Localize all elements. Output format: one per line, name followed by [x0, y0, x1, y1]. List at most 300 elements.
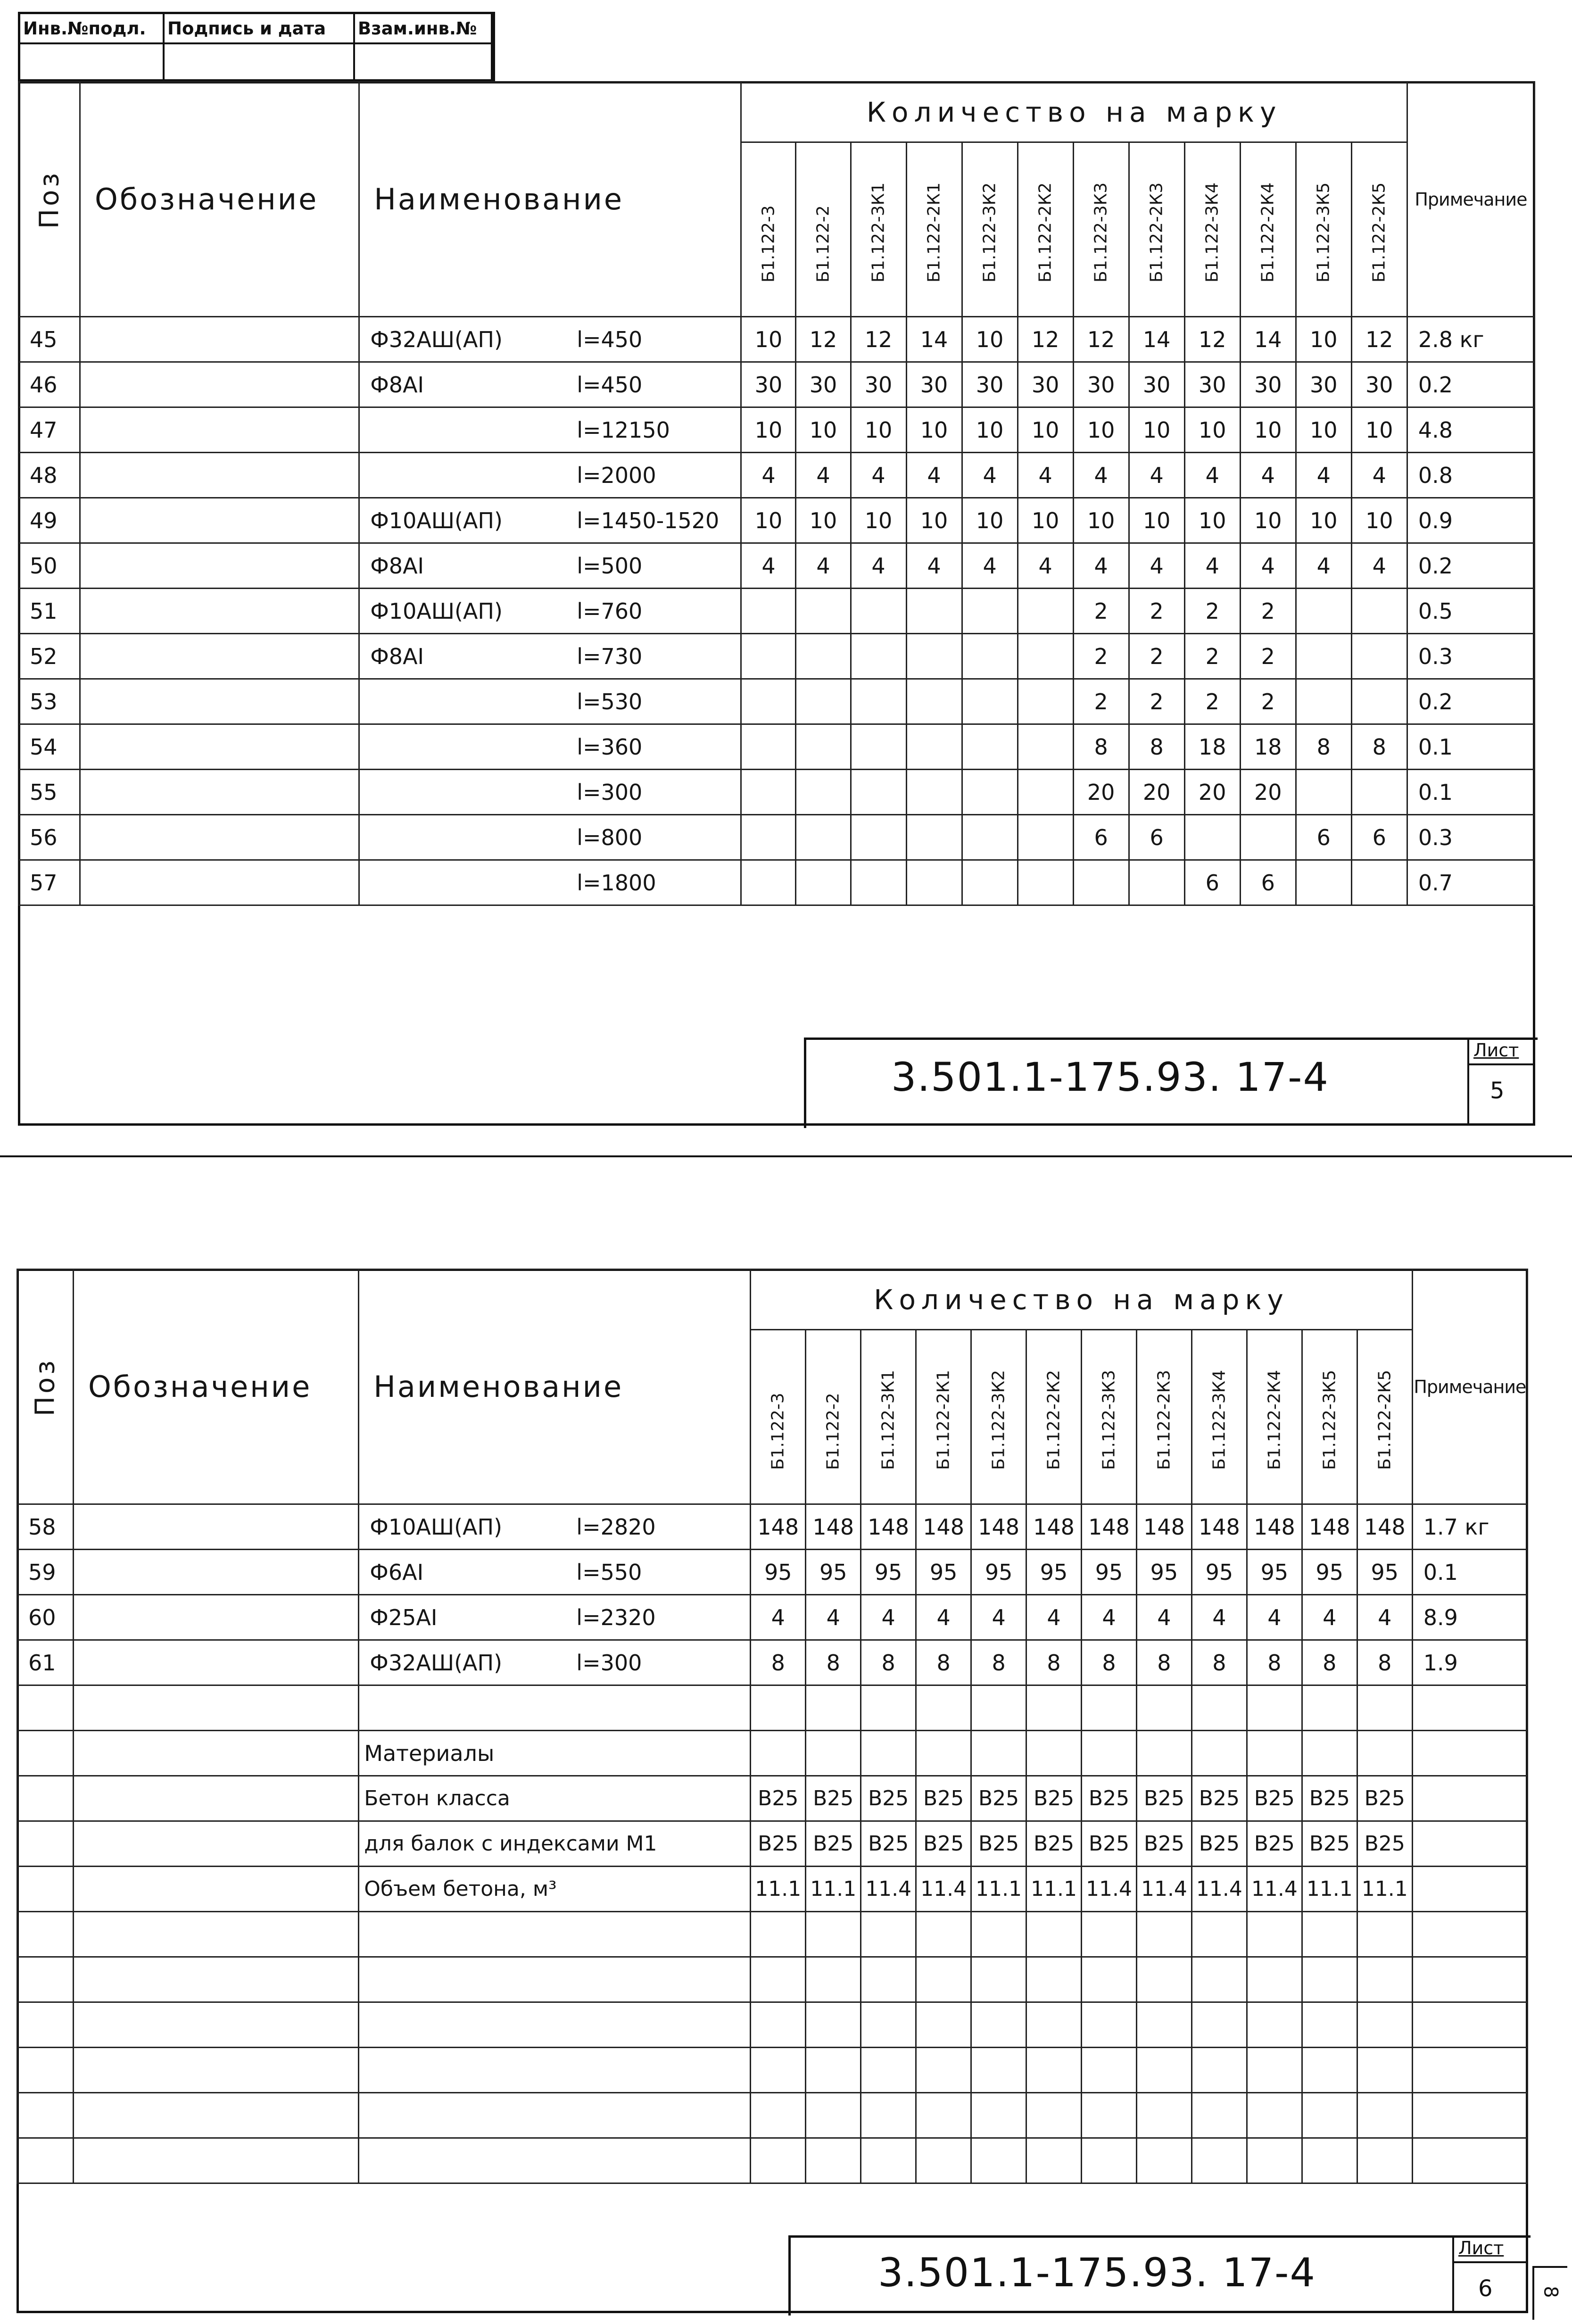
row-quantity [1018, 589, 1073, 634]
empty-cell [1247, 1912, 1302, 1957]
empty-cell [359, 2138, 751, 2183]
row-quantity: 10 [1184, 407, 1240, 453]
header-pos-label: Поз [30, 1357, 61, 1416]
header-mark-label: Б1.122-3 [759, 205, 778, 282]
row-quantity: 148 [806, 1504, 861, 1550]
row-bar-type: Ф32АШ(АП) [370, 1650, 503, 1676]
row-quantity: 4 [1351, 453, 1407, 498]
empty-row [17, 2138, 1528, 2183]
row-pos: 53 [19, 679, 80, 724]
row-quantity: 4 [1247, 1595, 1302, 1640]
row-note: 0.7 [1407, 860, 1534, 905]
empty-cell [971, 1731, 1026, 1776]
row-designation [80, 407, 359, 453]
row-pos: 47 [19, 407, 80, 453]
table-row [19, 770, 1535, 815]
row-quantity [1240, 815, 1296, 860]
empty-cell [751, 1957, 806, 2002]
header-quantity: Количество на марку [741, 82, 1407, 142]
row-quantity: 10 [1296, 407, 1351, 453]
empty-cell [1026, 1731, 1082, 1776]
stamp-header-signature: Подпись и дата [165, 14, 355, 44]
row-quantity [906, 679, 962, 724]
empty-cell [1412, 2048, 1527, 2093]
header-mark [806, 1330, 861, 1504]
row-quantity [1351, 770, 1407, 815]
row-quantity [851, 860, 906, 905]
header-mark-label: Б1.122-2К4 [1265, 1370, 1284, 1470]
row-quantity [796, 724, 851, 770]
row-quantity: 2 [1240, 679, 1296, 724]
empty-cell [971, 1957, 1026, 2002]
header-mark-label: Б1.122-2К1 [924, 182, 944, 282]
row-name [359, 1550, 751, 1595]
row-quantity [962, 634, 1018, 679]
header-row [19, 82, 1535, 142]
row-quantity [1184, 815, 1240, 860]
row-quantity: 148 [751, 1504, 806, 1550]
materials-value: 11.1 [1357, 1867, 1412, 1912]
row-quantity: 10 [1129, 498, 1184, 543]
row-quantity: 4 [1026, 1595, 1082, 1640]
empty-cell [1136, 2093, 1191, 2138]
row-quantity: 8 [1296, 724, 1351, 770]
empty-cell [1247, 2138, 1302, 2183]
row-name [359, 498, 741, 543]
materials-value: 11.4 [1247, 1867, 1302, 1912]
row-quantity [1296, 860, 1351, 905]
row-quantity: 148 [971, 1504, 1026, 1550]
row-note: 1.9 [1412, 1640, 1527, 1685]
row-quantity: 6 [1129, 815, 1184, 860]
empty-cell [1136, 2048, 1191, 2093]
row-quantity: 4 [741, 543, 796, 589]
row-name [359, 453, 741, 498]
table-row [19, 589, 1535, 634]
empty-cell [751, 2138, 806, 2183]
empty-cell [1412, 1957, 1527, 2002]
materials-value: B25 [806, 1821, 861, 1867]
row-quantity: 2 [1184, 634, 1240, 679]
header-mark [1073, 142, 1129, 317]
empty-cell [916, 1957, 971, 2002]
row-quantity: 4 [851, 543, 906, 589]
empty-cell [916, 1731, 971, 1776]
row-quantity: 148 [1136, 1504, 1191, 1550]
empty-cell [17, 1821, 74, 1867]
header-mark [796, 142, 851, 317]
row-designation [80, 453, 359, 498]
row-quantity: 12 [1351, 317, 1407, 362]
header-mark [1240, 142, 1296, 317]
stamp-header-inv: Инв.№подл. [20, 14, 165, 44]
empty-cell [1247, 1685, 1302, 1731]
row-quantity [1073, 860, 1129, 905]
empty-cell [1082, 1957, 1137, 2002]
row-designation [74, 1640, 359, 1685]
empty-cell [1302, 2138, 1357, 2183]
row-designation [80, 543, 359, 589]
materials-value: B25 [1247, 1776, 1302, 1821]
row-length: l=450 [577, 326, 643, 352]
row-quantity: 148 [916, 1504, 971, 1550]
row-quantity: 10 [962, 407, 1018, 453]
empty-row [17, 1685, 1528, 1731]
row-quantity: 95 [861, 1550, 916, 1595]
row-designation [80, 589, 359, 634]
row-note: 0.9 [1407, 498, 1534, 543]
row-quantity [1351, 860, 1407, 905]
row-quantity [741, 589, 796, 634]
header-mark [1302, 1330, 1357, 1504]
row-pos: 56 [19, 815, 80, 860]
empty-cell [359, 1685, 751, 1731]
approval-stamp [18, 12, 495, 83]
empty-cell [751, 2002, 806, 2048]
header-mark-label: Б1.122-3К2 [980, 182, 1000, 282]
row-quantity: 95 [751, 1550, 806, 1595]
materials-value: B25 [1191, 1821, 1247, 1867]
empty-cell [1412, 1867, 1527, 1912]
row-quantity [962, 770, 1018, 815]
empty-cell [971, 2138, 1026, 2183]
row-note: 2.8 кг [1407, 317, 1534, 362]
row-quantity: 4 [751, 1595, 806, 1640]
materials-value: 11.1 [1026, 1867, 1082, 1912]
materials-value: B25 [751, 1821, 806, 1867]
empty-cell [17, 1731, 74, 1776]
row-quantity: 95 [1082, 1550, 1137, 1595]
materials-value: B25 [1302, 1821, 1357, 1867]
row-quantity: 10 [1018, 407, 1073, 453]
materials-value: B25 [971, 1776, 1026, 1821]
row-quantity [741, 860, 796, 905]
empty-cell [1247, 2093, 1302, 2138]
row-quantity [962, 589, 1018, 634]
header-mark-label: Б1.122-3К2 [989, 1370, 1009, 1470]
row-quantity [906, 724, 962, 770]
empty-cell [1412, 1731, 1527, 1776]
row-quantity [1296, 634, 1351, 679]
empty-cell [806, 2002, 861, 2048]
stamp-cell [165, 44, 355, 81]
row-note: 0.1 [1412, 1550, 1527, 1595]
row-quantity: 4 [796, 453, 851, 498]
empty-row [17, 2002, 1528, 2048]
row-quantity: 148 [1247, 1504, 1302, 1550]
row-quantity: 2 [1184, 589, 1240, 634]
materials-value: B25 [1136, 1821, 1191, 1867]
row-quantity: 10 [962, 317, 1018, 362]
row-quantity [906, 860, 962, 905]
row-quantity: 10 [796, 407, 851, 453]
row-quantity [796, 860, 851, 905]
row-quantity: 18 [1240, 724, 1296, 770]
materials-value: B25 [861, 1776, 916, 1821]
row-quantity: 4 [1351, 543, 1407, 589]
materials-heading-row [17, 1731, 1528, 1776]
empty-cell [1026, 1685, 1082, 1731]
row-quantity: 30 [851, 362, 906, 407]
row-quantity: 4 [1240, 543, 1296, 589]
materials-value: 11.4 [861, 1867, 916, 1912]
empty-cell [916, 2093, 971, 2138]
table-row [19, 679, 1535, 724]
empty-cell [1302, 1957, 1357, 2002]
empty-cell [971, 2002, 1026, 2048]
row-quantity [962, 860, 1018, 905]
row-quantity: 8 [1082, 1640, 1137, 1685]
materials-row [17, 1776, 1528, 1821]
header-mark [1296, 142, 1351, 317]
row-quantity: 12 [1073, 317, 1129, 362]
row-quantity: 95 [1302, 1550, 1357, 1595]
empty-cell [751, 2048, 806, 2093]
empty-cell [916, 2002, 971, 2048]
row-quantity [851, 770, 906, 815]
row-bar-type: Ф8АI [370, 643, 424, 669]
empty-cell [1357, 1957, 1412, 2002]
row-designation [80, 679, 359, 724]
empty-cell [806, 2093, 861, 2138]
row-quantity [796, 770, 851, 815]
row-length: l=12150 [577, 417, 670, 443]
row-quantity: 30 [1129, 362, 1184, 407]
empty-cell [74, 2138, 359, 2183]
empty-cell [17, 1776, 74, 1821]
row-name [359, 679, 741, 724]
row-quantity: 30 [962, 362, 1018, 407]
empty-cell [1191, 2002, 1247, 2048]
row-quantity [962, 815, 1018, 860]
empty-cell [1302, 2093, 1357, 2138]
empty-cell [74, 1957, 359, 2002]
materials-value: 11.4 [916, 1867, 971, 1912]
row-name [359, 815, 741, 860]
row-designation [74, 1595, 359, 1640]
empty-cell [1412, 2093, 1527, 2138]
empty-cell [1412, 1776, 1527, 1821]
header-note: Примечание [1407, 82, 1534, 317]
table-row [17, 1550, 1528, 1595]
sheet-label: Лист [1473, 1040, 1519, 1061]
empty-cell [971, 2093, 1026, 2138]
empty-cell [1136, 1912, 1191, 1957]
empty-cell [17, 1912, 74, 1957]
table-row [19, 453, 1535, 498]
empty-cell [1357, 2138, 1412, 2183]
row-name [359, 317, 741, 362]
row-quantity: 10 [1129, 407, 1184, 453]
header-mark-label: Б1.122-3К4 [1209, 1370, 1229, 1470]
row-bar-type: Ф32АШ(АП) [370, 326, 503, 352]
empty-row [17, 2093, 1528, 2138]
empty-cell [359, 2002, 751, 2048]
row-quantity [851, 634, 906, 679]
row-bar-type: Ф6АI [370, 1559, 424, 1585]
table-row [17, 1595, 1528, 1640]
row-quantity [1351, 589, 1407, 634]
row-quantity: 30 [1073, 362, 1129, 407]
row-designation [80, 860, 359, 905]
row-quantity [1296, 770, 1351, 815]
header-mark [916, 1330, 971, 1504]
row-quantity: 148 [1026, 1504, 1082, 1550]
empty-cell [1357, 1731, 1412, 1776]
row-quantity: 6 [1296, 815, 1351, 860]
materials-value: B25 [1026, 1776, 1082, 1821]
empty-cell [1247, 1731, 1302, 1776]
row-bar-type: Ф25АI [370, 1604, 438, 1630]
empty-cell [17, 2048, 74, 2093]
row-length: l=1450-1520 [577, 507, 720, 533]
row-quantity: 20 [1240, 770, 1296, 815]
row-quantity: 30 [1184, 362, 1240, 407]
row-quantity [1296, 679, 1351, 724]
empty-cell [1026, 2093, 1082, 2138]
row-quantity: 8 [1357, 1640, 1412, 1685]
row-quantity: 4 [962, 543, 1018, 589]
row-quantity [851, 679, 906, 724]
header-mark-label: Б1.122-3К5 [1320, 1370, 1340, 1470]
empty-cell [1302, 1731, 1357, 1776]
table-row [19, 634, 1535, 679]
row-quantity: 4 [806, 1595, 861, 1640]
row-bar-type: Ф8АI [370, 553, 424, 579]
row-quantity: 10 [1240, 407, 1296, 453]
materials-value: 11.1 [1302, 1867, 1357, 1912]
materials-label: Бетон класса [359, 1776, 751, 1821]
row-note: 0.2 [1407, 543, 1534, 589]
empty-cell [74, 1867, 359, 1912]
row-quantity: 8 [861, 1640, 916, 1685]
header-mark [741, 142, 796, 317]
materials-value: B25 [1136, 1776, 1191, 1821]
row-quantity [906, 589, 962, 634]
row-quantity: 10 [851, 407, 906, 453]
empty-cell [74, 1912, 359, 1957]
row-quantity: 14 [906, 317, 962, 362]
empty-cell [1136, 1957, 1191, 2002]
row-quantity: 2 [1129, 634, 1184, 679]
row-quantity [851, 589, 906, 634]
row-quantity: 8 [1129, 724, 1184, 770]
empty-cell [916, 1685, 971, 1731]
empty-cell [1136, 2138, 1191, 2183]
row-quantity: 4 [1073, 543, 1129, 589]
row-designation [80, 317, 359, 362]
row-quantity: 148 [1082, 1504, 1137, 1550]
empty-cell [359, 2093, 751, 2138]
table-row [19, 724, 1535, 770]
materials-value: B25 [806, 1776, 861, 1821]
empty-cell [1026, 1957, 1082, 2002]
empty-cell [1082, 2048, 1137, 2093]
empty-cell [1026, 2138, 1082, 2183]
empty-cell [861, 1731, 916, 1776]
document-code: 3.501.1-175.93. 17-4 [891, 1054, 1329, 1100]
row-quantity: 10 [962, 498, 1018, 543]
row-quantity: 95 [1191, 1550, 1247, 1595]
row-quantity: 148 [1302, 1504, 1357, 1550]
row-quantity: 10 [1351, 407, 1407, 453]
header-quantity: Количество на марку [751, 1270, 1412, 1330]
row-quantity: 18 [1184, 724, 1240, 770]
empty-cell [17, 1685, 74, 1731]
row-quantity: 6 [1351, 815, 1407, 860]
row-quantity: 30 [796, 362, 851, 407]
empty-cell [1412, 2002, 1527, 2048]
row-quantity: 8 [1191, 1640, 1247, 1685]
empty-cell [1191, 2138, 1247, 2183]
sheet-label: Лист [1458, 2238, 1504, 2258]
header-name: Наименование [359, 1270, 751, 1504]
empty-cell [1026, 2002, 1082, 2048]
empty-cell [1302, 1912, 1357, 1957]
row-pos: 51 [19, 589, 80, 634]
row-quantity: 8 [1073, 724, 1129, 770]
sheet-number-divider [1452, 2261, 1528, 2263]
row-pos: 61 [17, 1640, 74, 1685]
header-mark [962, 142, 1018, 317]
header-mark [1184, 142, 1240, 317]
header-mark [1018, 142, 1073, 317]
header-mark [1136, 1330, 1191, 1504]
row-name [359, 589, 741, 634]
margin-mark-number: 8 [1539, 2286, 1562, 2298]
row-quantity: 2 [1184, 679, 1240, 724]
empty-cell [1412, 1685, 1527, 1731]
header-note: Примечание [1412, 1270, 1527, 1504]
empty-cell [74, 1685, 359, 1731]
empty-cell [751, 1731, 806, 1776]
row-quantity [1018, 770, 1073, 815]
row-quantity: 148 [861, 1504, 916, 1550]
row-quantity: 8 [806, 1640, 861, 1685]
row-quantity: 30 [1296, 362, 1351, 407]
empty-cell [1191, 2048, 1247, 2093]
row-quantity: 20 [1129, 770, 1184, 815]
header-pos [17, 1270, 74, 1504]
row-quantity: 20 [1184, 770, 1240, 815]
empty-cell [806, 1731, 861, 1776]
row-quantity [796, 815, 851, 860]
row-pos: 50 [19, 543, 80, 589]
row-quantity: 10 [741, 407, 796, 453]
empty-cell [1082, 2002, 1137, 2048]
row-quantity [1018, 634, 1073, 679]
row-quantity: 4 [906, 543, 962, 589]
row-quantity: 4 [962, 453, 1018, 498]
header-mark-label: Б1.122-2К3 [1154, 1370, 1174, 1470]
row-quantity: 10 [1018, 498, 1073, 543]
row-quantity: 8 [751, 1640, 806, 1685]
header-mark [1129, 142, 1184, 317]
empty-cell [17, 1867, 74, 1912]
empty-cell [1412, 2138, 1527, 2183]
row-note: 1.7 кг [1412, 1504, 1527, 1550]
row-length: l=450 [577, 372, 643, 398]
header-mark-label: Б1.122-3К5 [1314, 182, 1333, 282]
margin-mark [1532, 2266, 1567, 2320]
empty-cell [359, 2048, 751, 2093]
row-quantity: 2 [1240, 589, 1296, 634]
header-mark-label: Б1.122-3К1 [878, 1370, 898, 1470]
empty-cell [1412, 1912, 1527, 1957]
row-quantity [1296, 589, 1351, 634]
empty-cell [861, 2002, 916, 2048]
row-name [359, 634, 741, 679]
